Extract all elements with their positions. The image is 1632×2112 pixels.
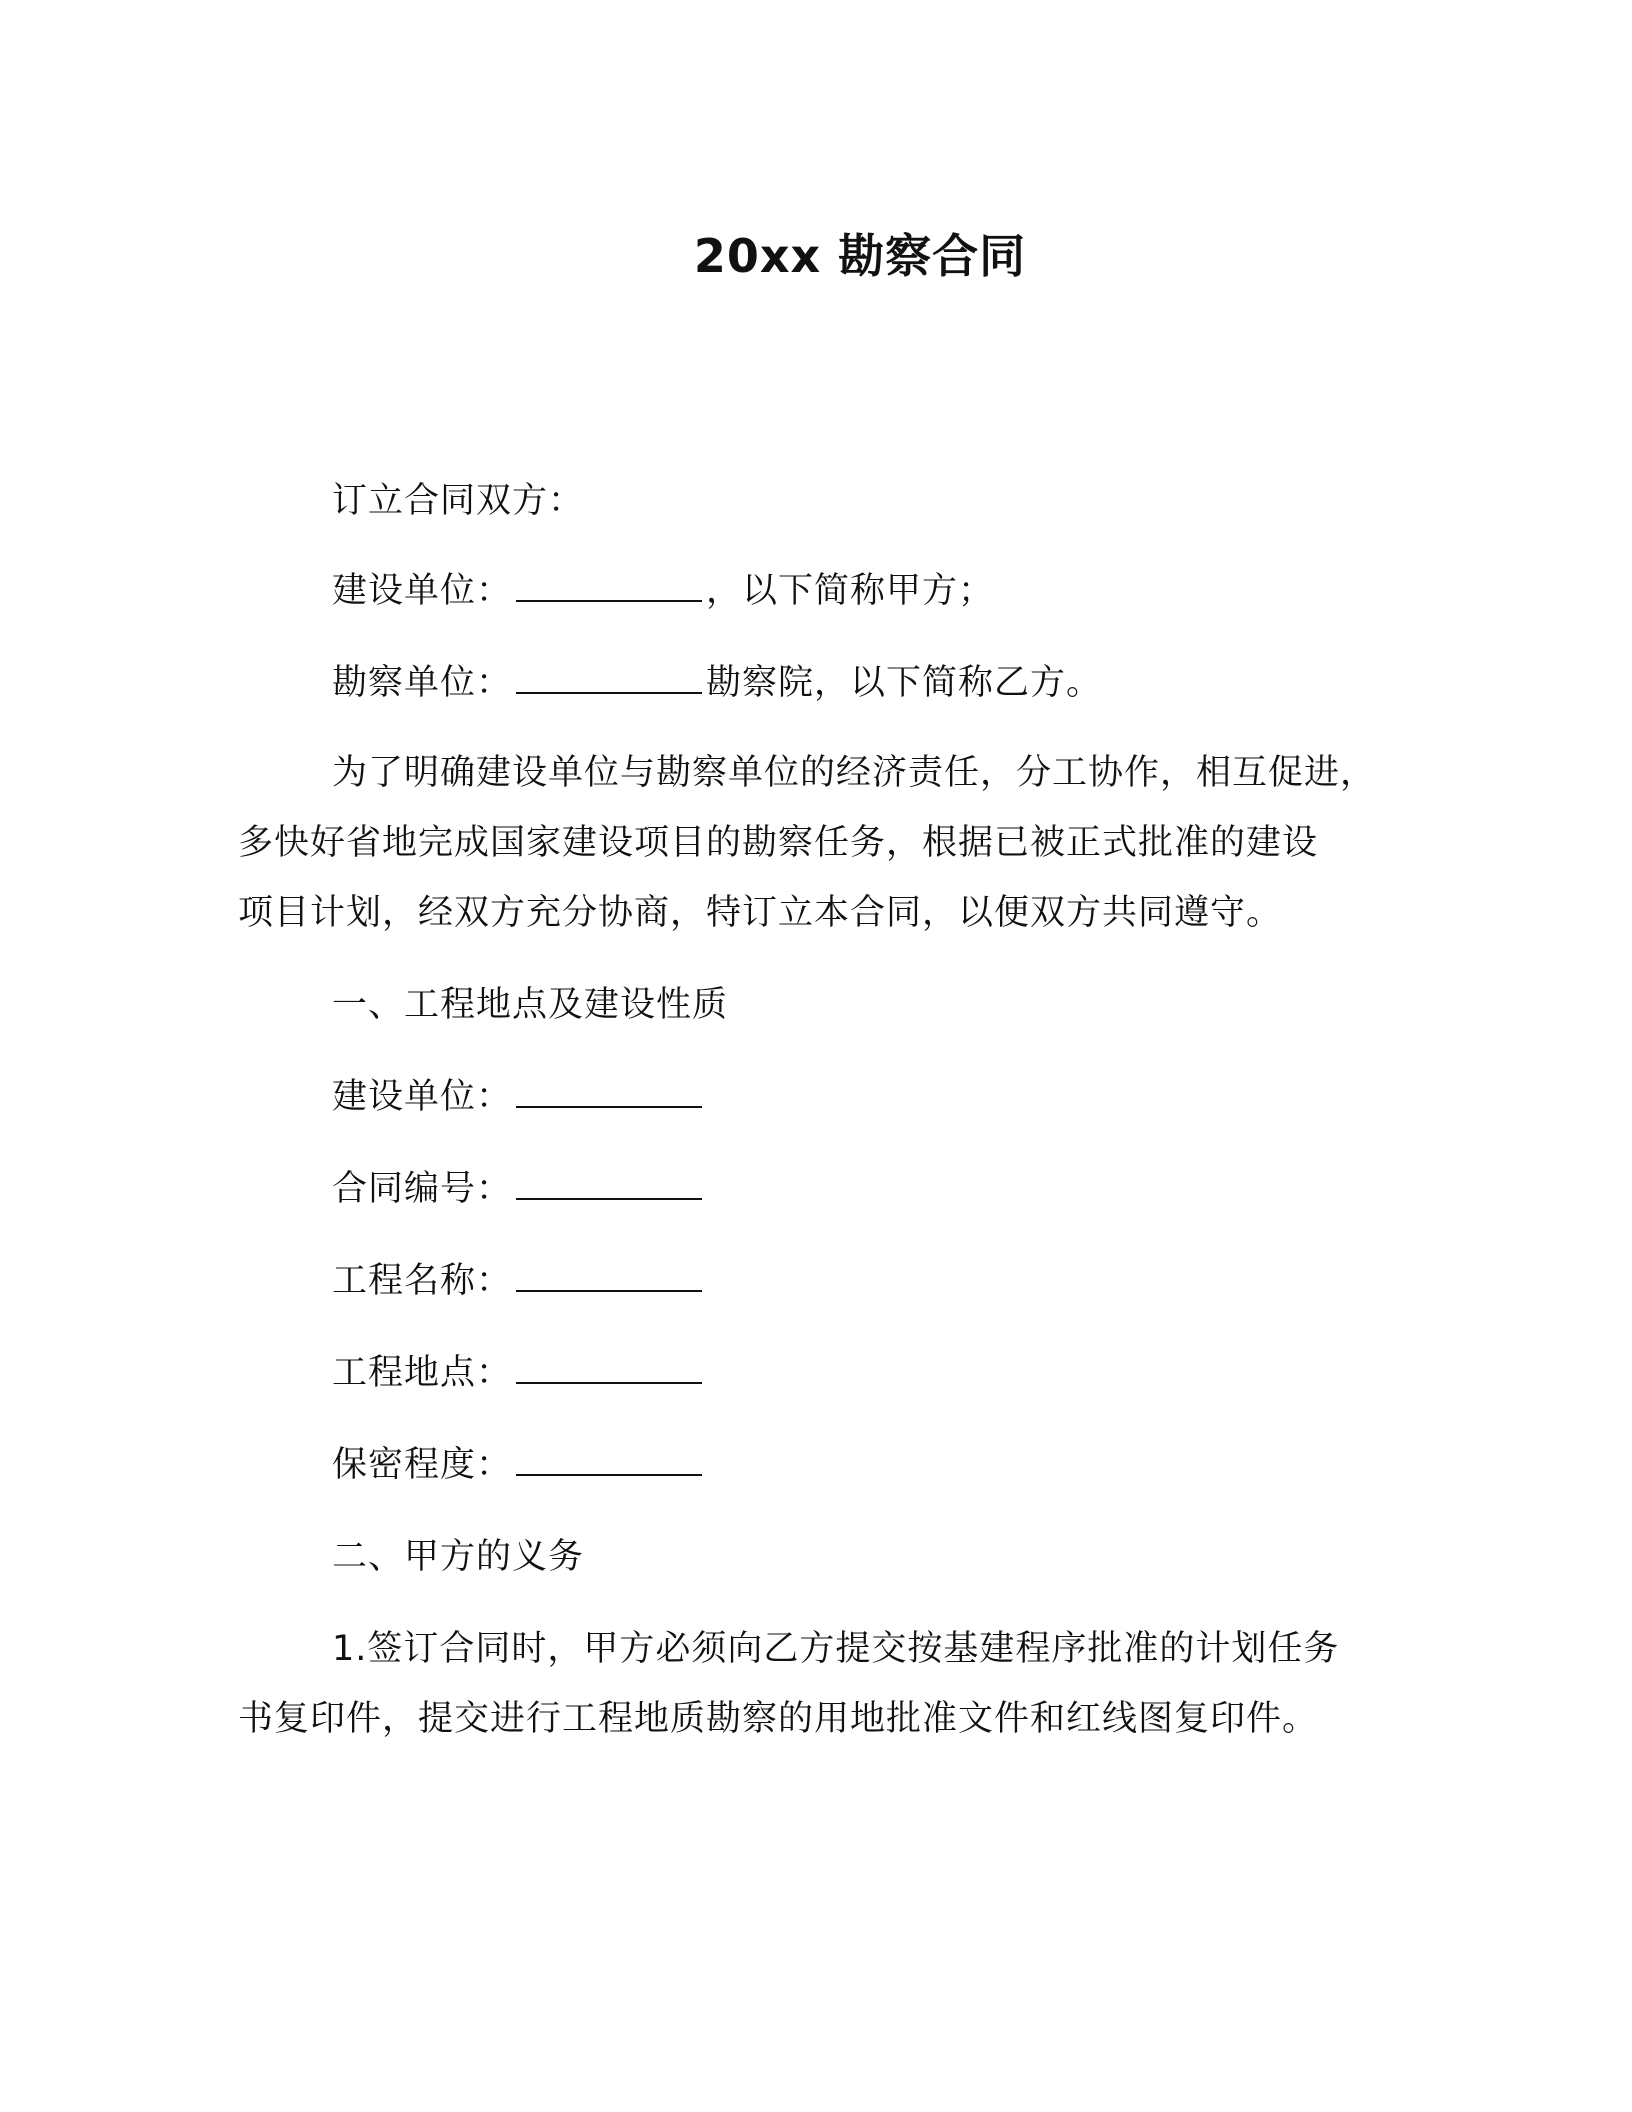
section1-heading: 一、工程地点及建设性质 [332,985,729,1025]
field-construction-unit [332,1062,706,1132]
field-label: 工程名称： [332,1261,513,1301]
field-project-name [332,1246,706,1316]
party-a-line [332,556,994,626]
party-a-suffix: ，以下简称甲方； [706,571,995,611]
field-label: 保密程度： [332,1445,513,1485]
section2-item1-line-2: 书复印件，提交进行工程地质勘察的用地批准文件和红线图复印件。 [238,1699,1319,1739]
party-b-suffix: 勘察院，以下简称乙方。 [706,663,1103,703]
preamble-line-1: 为了明确建设单位与勘察单位的经济责任，分工协作，相互促进， [332,753,1377,793]
field-blank [516,1438,702,1476]
party-a-label: 建设单位： [332,571,513,611]
document-title: 20xx 勘察合同 [693,229,1027,283]
preamble-line-3: 项目计划，经双方充分协商，特订立本合同，以便双方共同遵守。 [238,893,1283,933]
field-label: 建设单位： [332,1077,513,1117]
party-b-label: 勘察单位： [332,663,513,703]
party-b-line [332,648,1102,718]
section2-item1-line-1: 1.签订合同时，甲方必须向乙方提交按基建程序批准的计划任务 [332,1629,1340,1669]
party-a-blank [516,564,702,602]
field-label: 工程地点： [332,1353,513,1393]
field-label: 合同编号： [332,1169,513,1209]
field-contract-number [332,1154,706,1224]
field-project-location [332,1338,706,1408]
field-confidentiality [332,1430,706,1500]
preamble-line-2: 多快好省地完成国家建设项目的勘察任务，根据已被正式批准的建设 [238,823,1319,863]
field-blank [516,1346,702,1384]
field-blank [516,1162,702,1200]
party-b-blank [516,656,702,694]
parties-heading: 订立合同双方： [332,481,585,521]
field-blank [516,1070,702,1108]
section2-heading: 二、甲方的义务 [332,1537,585,1577]
field-blank [516,1254,702,1292]
